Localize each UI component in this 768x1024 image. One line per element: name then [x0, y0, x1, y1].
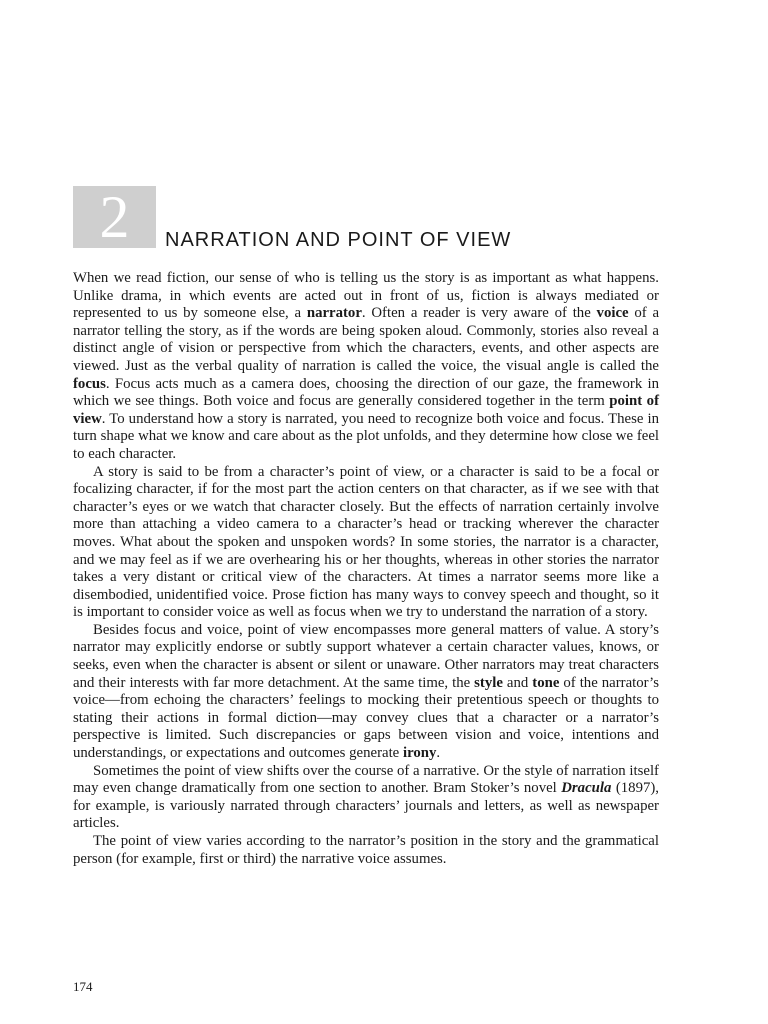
chapter-number: 2	[99, 184, 130, 250]
paragraph	[73, 270, 659, 464]
key-term: tone	[532, 674, 560, 691]
key-term: Dracula	[561, 780, 612, 797]
key-term: focus	[73, 375, 106, 392]
key-term: voice	[596, 305, 629, 322]
paragraph	[73, 622, 659, 763]
text-run: . To understand how a story is narrated, you need to recognize both voice and focus. These in turn shape what we know and care about as the plot unfolds, and they determine how close we feel to each character.	[73, 410, 659, 462]
text-run: and	[502, 674, 533, 691]
key-term: style	[474, 674, 503, 691]
paragraph	[73, 833, 659, 868]
text-run: The point of view varies according to the narrator’s position in the story and the grammatical person (for example, first or third) the narrative voice assumes.	[73, 833, 659, 867]
text-run: Besides focus and voice, point of view encompasses more general matters of value. A story’s narrator may explicitly endorse or subtly support whatever a certain character values, knows, or seeks, even when the character is absent or silent or unaware. Other narrators may treat characters and their interests with far more detachment. At the same time, the	[73, 621, 659, 691]
text-run: When we read fiction, our sense of who is telling us the story is as important as what happens. Unlike drama, in which events are acted out in front of us, fiction is always mediated or represented to us by someone else, a	[73, 270, 659, 322]
page-number: 174	[73, 979, 93, 994]
text-run: Sometimes the point of view shifts over the course of a narrative. Or the style of narration itself may even change dramatically from one section to another. Bram Stoker’s novel	[73, 762, 659, 797]
text-run: .	[436, 745, 441, 762]
key-term: point of view	[73, 393, 660, 427]
text-run: of a narrator telling the story, as if the words are being spoken aloud. Commonly, stories also reveal a distinct angle of vision or perspective from which the characters, events, and other aspects are viewed. Just as the verbal quality of narration is called the voice, the visual angle is called the	[73, 305, 660, 374]
paragraph	[73, 763, 659, 833]
text-run: A story is said to be from a character’s point of view, or a character is said to be a focal or focalizing character, if for the most part the action centers on that character, as if we see with that character’s eyes or we watch that character closely. But the effects of narration certainly involve more than attaching a video camera to a character’s head or tracking wherever the character moves. What about the spoken and unspoken words? In some stories, the narrator is a character, and we may feel as if we are overhearing his or her thoughts, whereas in other stories the narrator takes a very distant or critical view of the characters. At times a narrator seems more like a disembodied, unidentified voice. Prose fiction has many ways to convey speech and thought, so it is important to consider voice as well as focus when we try to understand the narration of a story.	[73, 463, 659, 621]
text-run: of the narrator’s voice—from echoing the characters’ feelings to mocking their pretentious speech or thoughts to stating their actions in formal diction—may convey clues that a character or a narrator’s perspective is limited. Such discrepancies or gaps between vision and voice, intentions and understandings, or expectations and outcomes generate	[73, 674, 660, 762]
text-run: . Often a reader is very aware of the	[361, 305, 597, 322]
key-term: irony	[402, 745, 437, 762]
key-term: narrator	[306, 305, 362, 322]
text-run: . Focus acts much as a camera does, choosing the direction of our gaze, the framework in which we see things. Both voice and focus are generally considered together in the term	[73, 375, 659, 410]
body-text	[73, 270, 659, 868]
paragraph	[73, 464, 659, 622]
chapter-title: NARRATION AND POINT OF VIEW	[165, 229, 512, 251]
text-run: (1897), for example, is variously narrated through characters’ journals and letters, as well as newspaper articles.	[73, 780, 659, 832]
chapter-number-box	[73, 186, 156, 248]
